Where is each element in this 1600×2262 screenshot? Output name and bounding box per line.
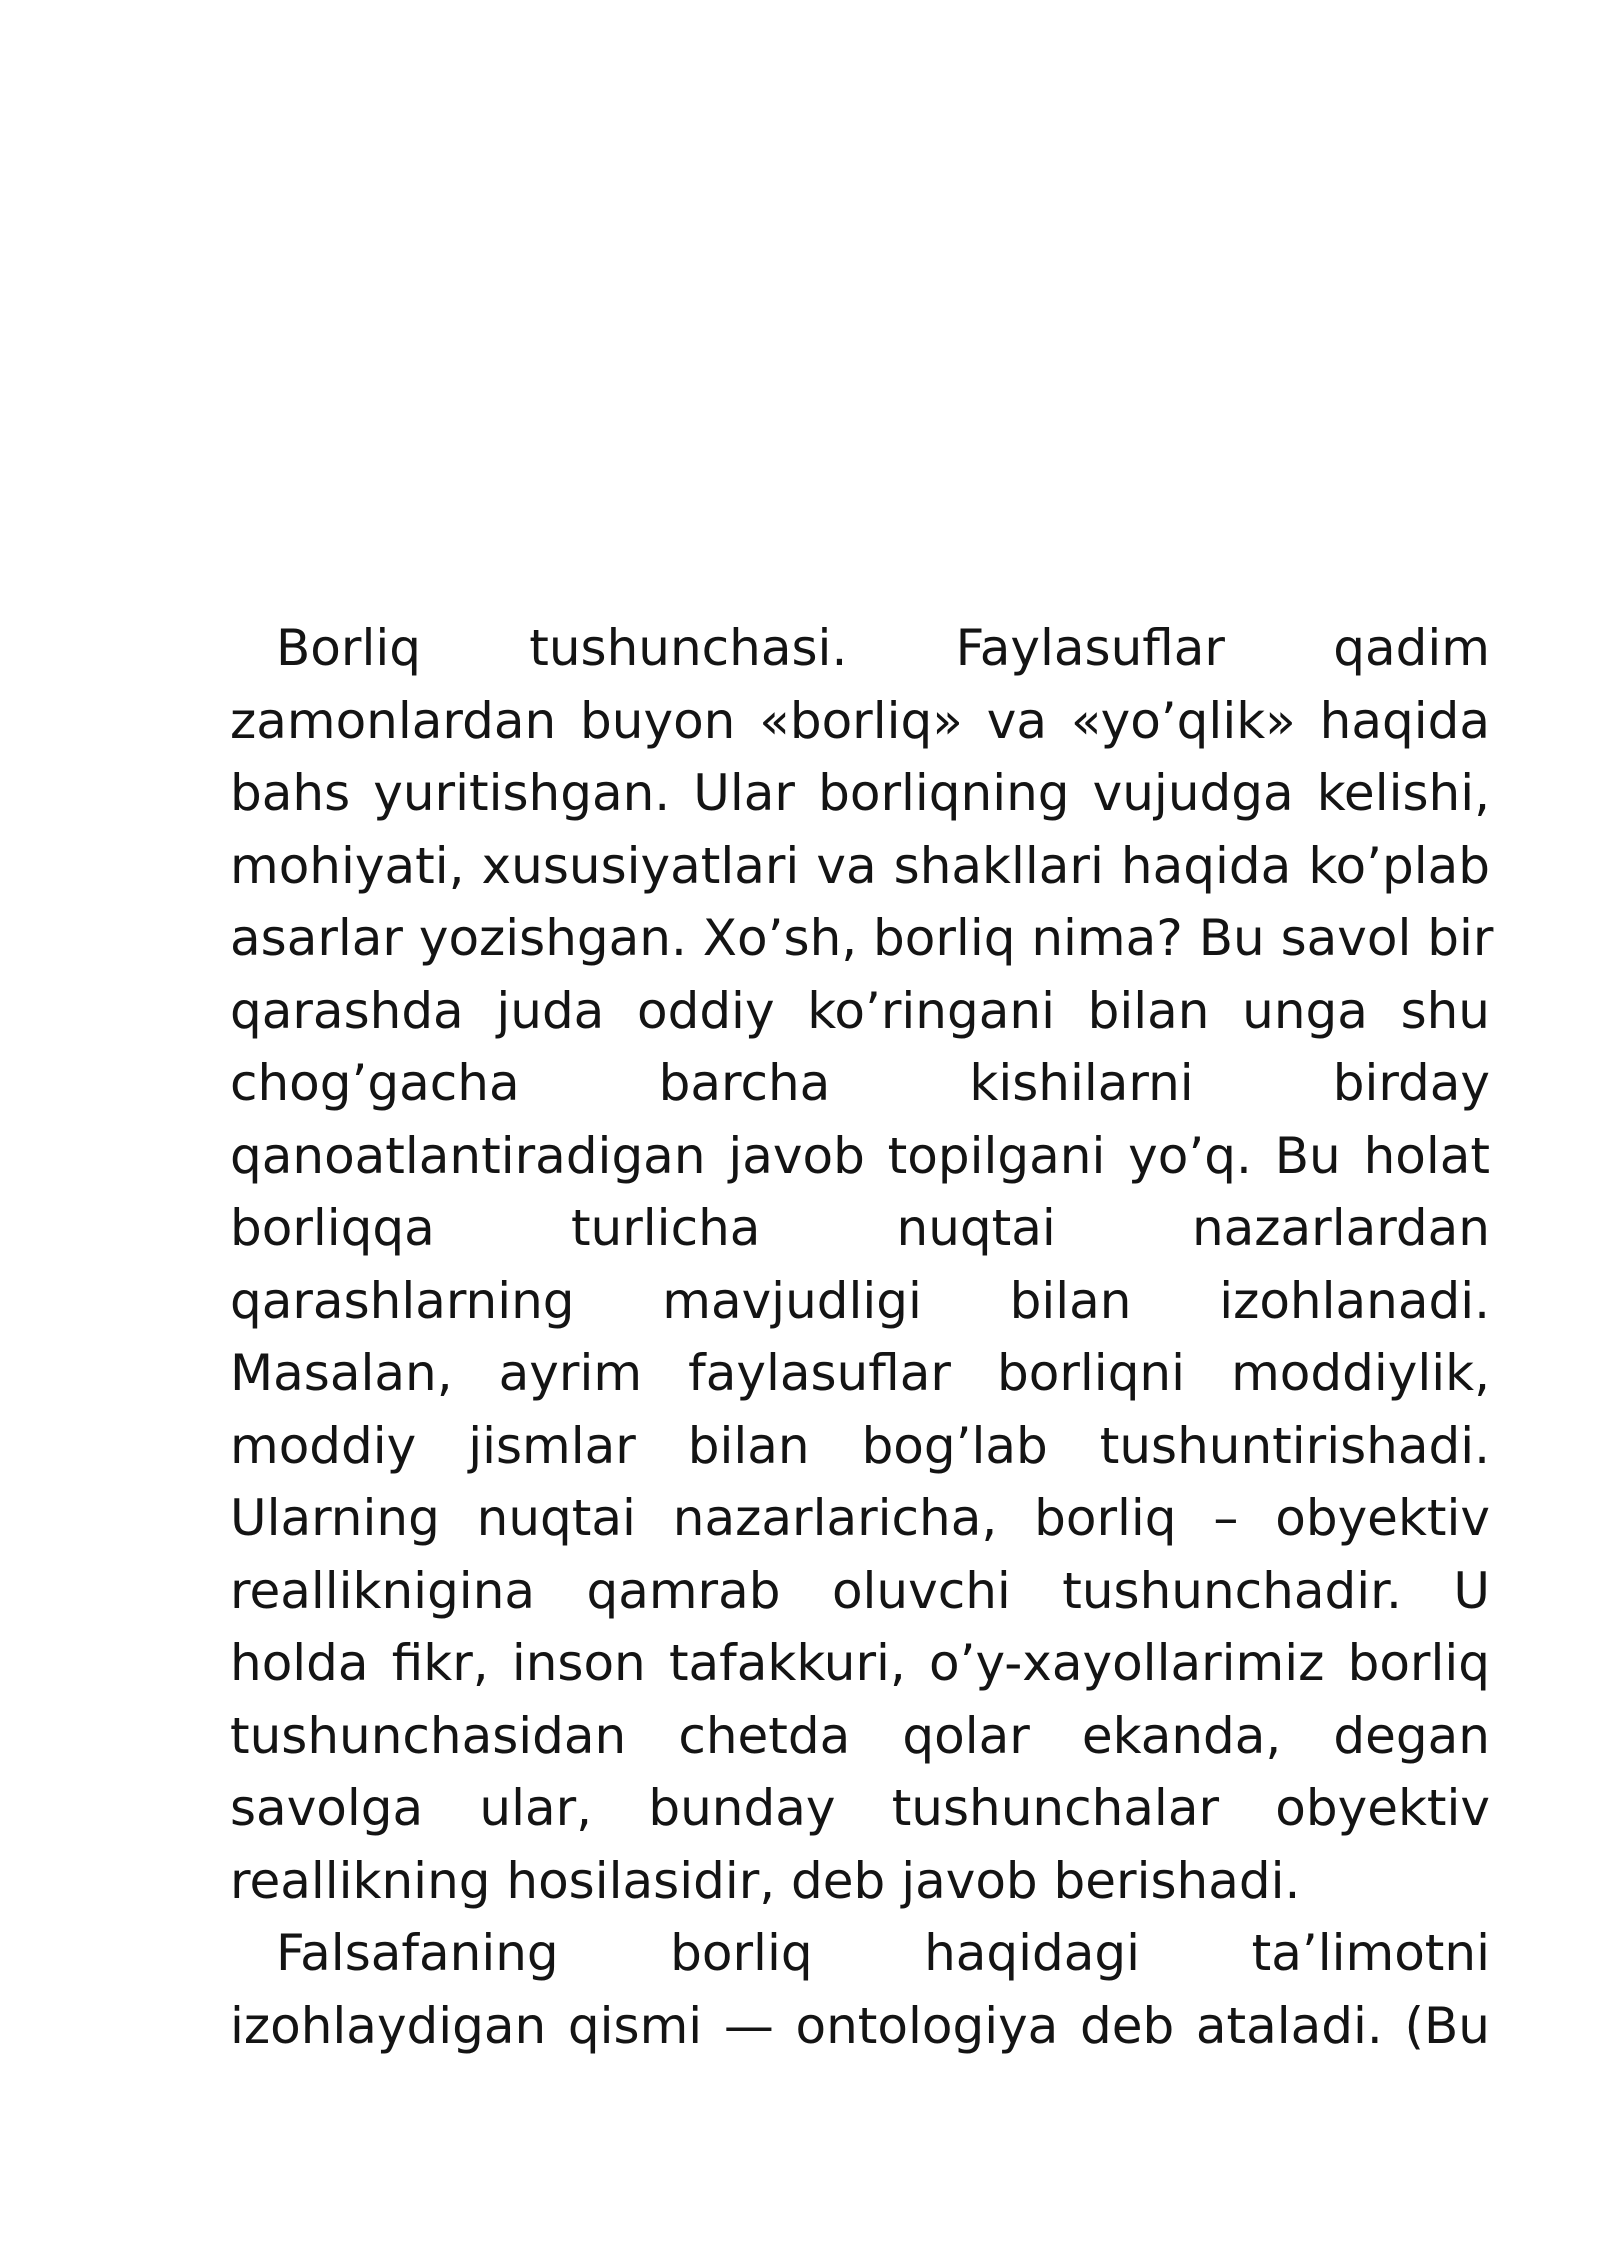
text-line: qarashda juda oddiy ko’ringani bilan unga shu (230, 981, 1490, 1040)
text-line: reallikniginа qamrab oluvchi tushunchadir. U (230, 1561, 1490, 1620)
text-line: holda fikr, inson tafakkuri, o’y-xayollarimiz borliq (230, 1634, 1490, 1692)
text-line: qarashlarning mavjudligi bilan izohlanadi. (230, 1271, 1490, 1330)
text-line: Falsafaning borliq haqidagi ta’limotni (276, 1924, 1490, 1982)
text-line: zamonlardan buyon «borliq» va «yo’qlik» haqida (230, 691, 1490, 750)
text-line: Ularning nuqtai nazarlaricha, borliq – obyektiv (230, 1489, 1490, 1547)
text-line: izohlaydigan qismi — ontologiya deb ataladi. (Bu (230, 1996, 1490, 2055)
text-line: moddiy jismlar bilan bog’lab tushuntirishadi. (230, 1416, 1490, 1475)
text-line: borliqqa turlicha nuqtai nazarlardan (230, 1199, 1490, 1257)
body-text (230, 612, 1494, 2062)
text-line: asarlar yozishgan. Xo’sh, borliq nima? Bu savol bir (230, 909, 1494, 967)
text-line: Borliq tushunchasi. Faylasuflar qadim (276, 619, 1490, 677)
text-line: reallikning hosilasidir, deb javob berishadi. (230, 1851, 1301, 1910)
text-line: bahs yuritishgan. Ular borliqning vujudga kelishi, (230, 764, 1490, 822)
text-line: mohiyati, xususiyatlari va shakllari haqida ko’plab (230, 836, 1490, 895)
text-line: qanoatlantiradigan javob topilgani yo’q. Bu holat (230, 1126, 1490, 1185)
text-line: chog’gacha barcha kishilarni birday (230, 1054, 1490, 1112)
text-line: savolga ular, bunday tushunchalar obyektiv (230, 1779, 1490, 1837)
text-line: tushunchasidan chetda qolar ekanda, degan (230, 1706, 1490, 1765)
text-line: Masalan, ayrim faylasuflar borliqni moddiylik, (230, 1344, 1490, 1402)
